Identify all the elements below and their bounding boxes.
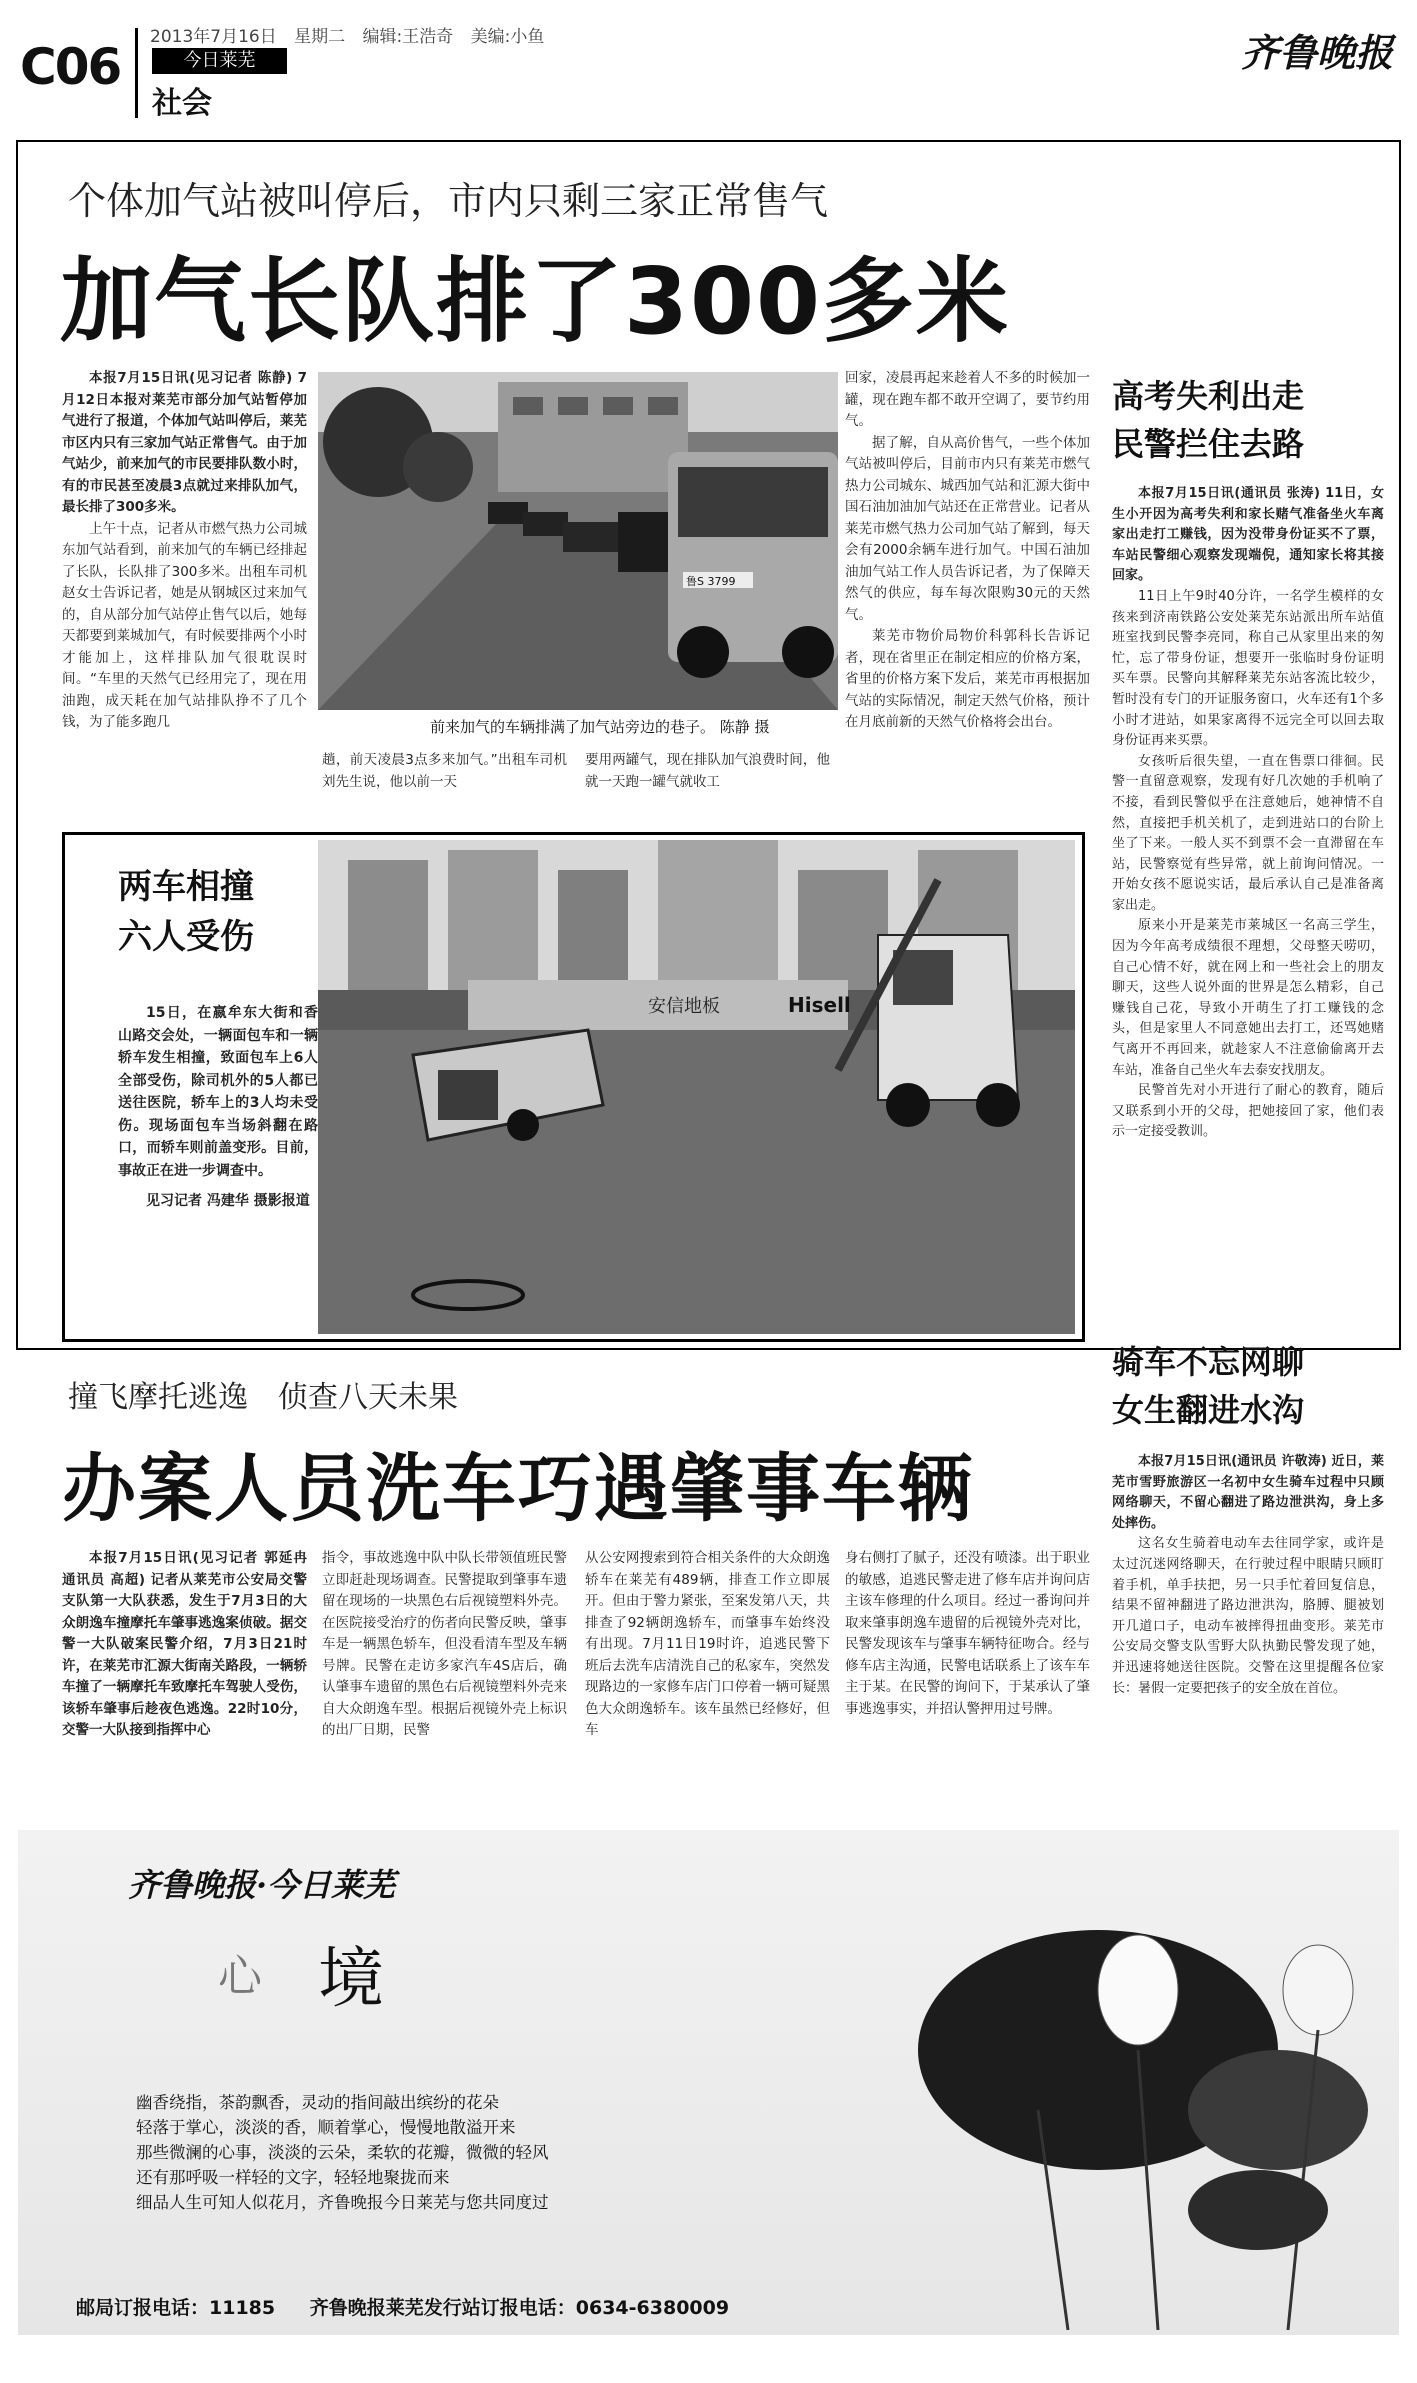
header-divider [135, 28, 138, 118]
poem-line: 细品人生可知人似花月，齐鲁晚报今日莱芜与您共同度过 [136, 2193, 549, 2212]
edition-tag: 今日莱芜 [152, 48, 287, 74]
license-plate: 鲁S 3799 [686, 575, 736, 588]
station-label: 齐鲁晚报莱芜发行站订报电话： [309, 2297, 576, 2319]
poem-line: 那些微澜的心事，淡淡的云朵，柔软的花瓣，微微的轻风 [136, 2143, 549, 2162]
lotus-illustration [918, 1850, 1398, 2330]
sidebar2-body [1112, 1452, 1384, 1699]
story1-para: 本报7月15日讯(见习记者 陈静) 7月12日本报对莱芜市部分加气站暂停加气进行了报道，个体加气站叫停后，莱芜市区内只有三家加气站正常售气。由于加气站少，前来加气的市民要排队数小时，有的市民甚至凌晨3点就过来排队加气，最长排了300多米。 [62, 370, 307, 515]
sign-text: 安信地板 [648, 996, 720, 1017]
story1-col1 [62, 368, 307, 734]
story2-col2 [322, 1548, 567, 1742]
story2-para: 从公安网搜索到符合相关条件的大众朗逸轿车在莱芜有489辆，排查工作立即展开。但由于警力紧张，至案发第八天，共排查了92辆朗逸轿车，而肇事车始终没有出现。7月11日19时许，追逃民警下班后去洗车店清洗自己的私家车，突然发现路边的一家修车店门口停着一辆可疑黑色大众朗逸轿车。该车虽然已经修好，但车 [585, 1550, 830, 1738]
sidebar2-title-line2: 女生翻进水沟 [1112, 1391, 1305, 1429]
sidebar1-title-line1: 高考失利出走 [1112, 377, 1305, 415]
art-editor-credit: 美编:小鱼 [470, 27, 545, 47]
sidebar1-para: 11日上午9时40分许，一名学生模样的女孩来到济南铁路公安处莱芜东站派出所车站值班室找到民警李亮同，称自己从家里出来的匆忙，忘了带身份证，想要开一张临时身份证明买车票。民警向其解释莱芜东站客流比较少，暂时没有专门的开证服务窗口，火车还有1个多小时才进站，如果家离得不远完全可以回去取身份证再来买票。 [1112, 588, 1384, 749]
sidebar1-title [1112, 372, 1304, 468]
station-phone: 0634-6380009 [575, 2297, 730, 2319]
story1-subhead: 个体加气站被叫停后，市内只剩三家正常售气 [68, 179, 829, 223]
story1-para: 据了解，自从高价售气，一些个体加气站被叫停后，目前市内只有莱芜市燃气热力公司城东、城西加气站和汇源大街中国石油加油加气站还在正常营业。记者从莱芜市燃气热力公司加气站了解到，每天会有2000余辆车进行加气。中国石油加油加气站工作人员告诉记者，为了保障天然气的供应，每车每次限购30元的天然气。 [845, 434, 1090, 623]
masthead-logo: 齐鲁晚报 [1240, 30, 1393, 75]
sidebar1-para: 女孩听后很失望，一直在售票口徘徊。民警一直留意观察，发现有好几次她的手机响了不接，看到民警似乎在注意她后，她神情不自然，直接把手机关机了，走到进站口的台阶上坐了下来。一般人买不到票不会一直滞留在车站，民警察觉有些异常，就上前询问情况。一开始女孩不愿说实话，最后承认自己是准备离家出走。 [1112, 753, 1384, 913]
story1-photo-caption: 前来加气的车辆排满了加气站旁边的巷子。 陈静 摄 [430, 718, 770, 736]
ad-title-char2: 境 [318, 1940, 384, 2017]
story2-para: 指令，事故逃逸中队中队长带领值班民警立即赶赴现场调查。民警提取到肇事车遗留在现场的一块黑色右后视镜塑料外壳。在医院接受治疗的伤者向民警反映，肇事车是一辆黑色轿车，但没看清车型及车辆号牌。民警在走访多家汽车4S店后，确认肇事车遗留的黑色右后视镜塑料外壳来自大众朗逸车型。根据后视镜外壳上标识的出厂日期，民警 [322, 1550, 567, 1738]
story2-col3 [585, 1548, 830, 1742]
story2-para: 本报7月15日讯(见习记者 郭延冉 通讯员 高超) 记者从莱芜市公安局交警支队第一大队获悉，发生于7月3日的大众朗逸车撞摩托车肇事逃逸案侦破。据交警一大队破案民警介绍，7月3日21时许，在莱芜市汇源大街南关路段，一辆轿车撞了一辆摩托车致摩托车驾驶人受伤，该轿车肇事后趁夜色逃逸。22时10分，交警一大队接到指挥中心 [62, 1550, 307, 1738]
story1-para: 莱芜市物价局物价科郭科长告诉记者，现在省里正在制定相应的价格方案，省里的价格方案下发后，莱芜市再根据加气站的实际情况，制定天然气价格，预计在月底前新的天然气价格将会出台。 [845, 628, 1090, 730]
story2-para: 身右侧打了腻子，还没有喷漆。出于职业的敏感，追逃民警走进了修车店并询问店主该车修理的什么项目。经过一番询问并取来肇事朗逸车遗留的后视镜外壳对比，民警发现该车与肇事车辆特征吻合。经与修车店主沟通，民警电话联系上了该车车主于某。在民警的询问下，于某承认了肇事逃逸事实，并招认警押用过号牌。 [845, 1550, 1090, 1717]
ad-poem [136, 2090, 856, 2215]
crash-body [118, 1002, 318, 1213]
story1-para: 回家，凌晨再起来趁着人不多的时候加一罐，现在跑车都不敢开空调了，要节约用气。 [845, 370, 1090, 429]
story1-photo [318, 372, 838, 710]
ad-panel [18, 1830, 1399, 2335]
story2-headline: 办案人员洗车巧遇肇事车辆 [62, 1446, 974, 1532]
story1-col3 [845, 368, 1090, 734]
poem-line: 还有那呼吸一样轻的文字，轻轻地聚拢而来 [136, 2168, 450, 2187]
ad-title-char1: 心 [218, 1951, 262, 2002]
story1-para: 要用两罐气，现在排队加气浪费时间，他就一天跑一罐气就收工 [585, 752, 830, 790]
story1-col-under-b [585, 750, 830, 793]
header-meta [150, 22, 556, 47]
editor-credit: 编辑:王浩奇 [362, 27, 454, 47]
page-code: C06 [20, 38, 121, 96]
crash-title-line2: 六人受伤 [118, 917, 254, 957]
sidebar1-para: 民警首先对小开进行了耐心的教育，随后又联系到小开的父母，把她接回了家，他们表示一定接受教训。 [1112, 1083, 1384, 1140]
sidebar1-body [1112, 484, 1384, 1143]
crash-byline: 见习记者 冯建华 摄影报道 [146, 1193, 310, 1209]
story1-headline: 加气长队排了300多米 [60, 248, 1011, 355]
poem-line: 幽香绕指，茶韵飘香，灵动的指间敲出缤纷的花朵 [136, 2093, 499, 2112]
sidebar2-title-line1: 骑车不忘网聊 [1112, 1343, 1305, 1381]
crash-body-text: 15日，在嬴牟东大街和香山路交会处，一辆面包车和一辆轿车发生相撞，致面包车上6人全部受伤，除司机外的5人都已送往医院，轿车上的3人均未受伤。现场面包车当场斜翻在路口，而轿车则前盖变形。目前，事故正在进一步调查中。 [118, 1005, 318, 1179]
sidebar2-para: 这名女生骑着电动车去往同学家，或许是太过沉迷网络聊天，在行驶过程中眼睛只顾盯着手机，单手扶把，另一只手忙着回复信息，结果不留神翻进了路边泄洪沟，胳膊、腿被划开几道口子，电动车被摔得扭曲变形。莱芜市公安局交警支队雪野大队执勤民警发现了她，并迅速将她送往医院。交警在这里提醒各位家长：暑假一定要把孩子的安全放在首位。 [1112, 1536, 1384, 1696]
section-title: 社会 [152, 86, 212, 121]
sidebar2-title [1112, 1338, 1304, 1434]
story1-para: 趟，前天凌晨3点多来加气。”出租车司机刘先生说，他以前一天 [322, 752, 567, 790]
sidebar1-para: 原来小开是莱芜市莱城区一名高三学生，因为今年高考成绩很不理想，父母整天唠叨，自己心情不好，就在网上和一些社会上的朋友聊天，这些人说外面的世界是怎么精彩，自己赚钱自己花，导致小开萌生了打工赚钱的念头，但是家里人不同意她出去打工，还骂她赌气离开不再回来，就趁家人不注意偷偷离开去车站，准备自己坐火车去泰安找朋友。 [1112, 918, 1384, 1078]
poem-line: 轻落于掌心，淡淡的香，顺着掌心，慢慢地散溢开来 [136, 2118, 516, 2137]
story1-para: 上午十点，记者从市燃气热力公司城东加气站看到，前来加气的车辆已经排起了长队，长队排了300多米。出租车司机赵女士告诉记者，她是从钢城区过来加气的，自从部分加气站停止售气以后，她每天都要到莱城加气，有时候要排两个小时才能加上，这样排队加气很耽误时间。“车里的天然气已经用完了，现在用油跑，成天耗在加气站排队挣不了几个钱，为了能多跑几 [62, 520, 307, 730]
sidebar1-title-line2: 民警拦住去路 [1112, 425, 1305, 463]
gas-queue-photo [318, 372, 838, 710]
sign-brand: Hisell [788, 993, 851, 1017]
story2-col4 [845, 1548, 1090, 1720]
crash-photo [318, 840, 1075, 1334]
ad-brand-line: 齐鲁晚报·今日莱芜 [128, 1866, 396, 1904]
crash-title-line1: 两车相撞 [118, 867, 254, 907]
postal-phone: 11185 [209, 2297, 276, 2319]
postal-label: 邮局订报电话： [76, 2297, 210, 2319]
sidebar2-para: 本报7月15日讯(通讯员 许敬涛) 近日，莱芜市雪野旅游区一名初中女生骑车过程中只顾网络聊天，不留心翻进了路边泄洪沟，身上多处摔伤。 [1112, 1454, 1384, 1531]
footer-phones [76, 2293, 729, 2320]
story1-col-under-a [322, 750, 567, 793]
crash-title [118, 862, 254, 962]
crash-scene-photo [318, 840, 1075, 1334]
story2-col1 [62, 1548, 307, 1742]
issue-date: 2013年7月16日 [150, 27, 277, 47]
issue-weekday: 星期二 [294, 27, 346, 47]
sidebar1-para: 本报7月15日讯(通讯员 张涛) 11日，女生小开因为高考失利和家长赌气准备坐火车离家出走打工赚钱，因为没带身份证买不了票，车站民警细心观察发现端倪，通知家长将其接回家。 [1112, 486, 1384, 584]
story2-subhead: 撞飞摩托逃逸 侦查八天未果 [68, 1380, 458, 1415]
